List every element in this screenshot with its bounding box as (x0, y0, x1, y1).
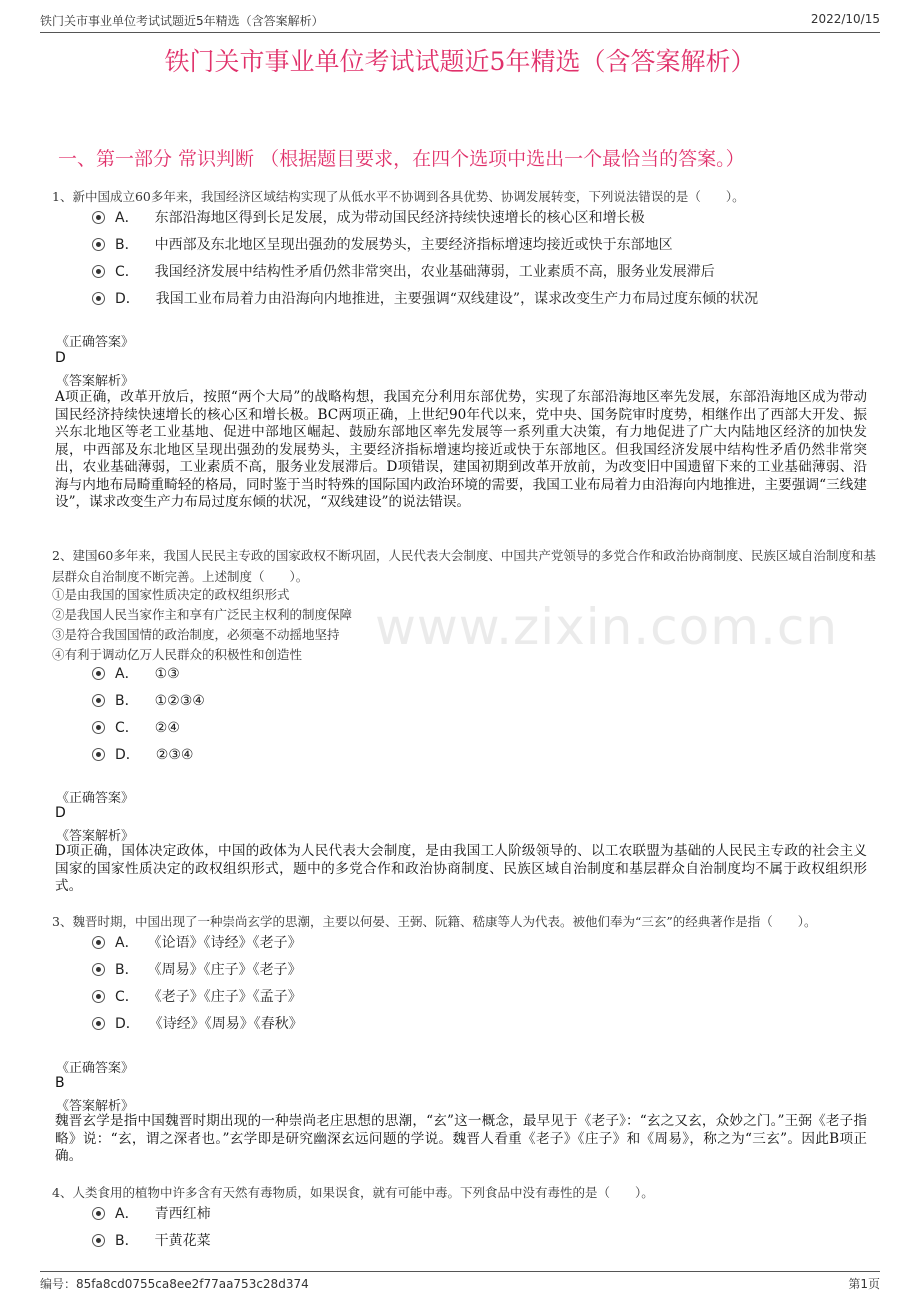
page-header (40, 12, 880, 33)
radio-icon[interactable] (92, 1234, 105, 1247)
radio-icon[interactable] (92, 265, 105, 278)
q4-option-a[interactable]: A． 青西红柿 (92, 1204, 211, 1224)
q3-option-a[interactable]: A． 《论语》《诗经》《老子》 (92, 933, 302, 953)
q1-option-d[interactable]: D． 我国工业布局着力由沿海向内地推进，主要强调“双线建设”，谋求改变生产力布局过度东倾的状况 (92, 289, 758, 309)
radio-icon[interactable] (92, 1207, 105, 1220)
q2-item: ②是我国人民当家作主和享有广泛民主权利的制度保障 (52, 607, 353, 622)
q2-option-d[interactable]: D． ②③④ (92, 745, 193, 765)
q1-answer: D (55, 350, 66, 366)
analysis-label: 《答案解析》 (56, 829, 135, 844)
q3-option-c[interactable]: C． 《老子》《庄子》《孟子》 (92, 987, 302, 1007)
q2-option-a[interactable]: A． ①③ (92, 664, 180, 684)
q2-item: ③是符合我国国情的政治制度，必须毫不动摇地坚持 (52, 627, 340, 642)
correct-answer-label: 《正确答案》 (56, 1061, 135, 1076)
radio-icon[interactable] (92, 292, 105, 305)
page-number: 第1页 (848, 1277, 880, 1291)
q1-option-c[interactable]: C． 我国经济发展中结构性矛盾仍然非常突出，农业基础薄弱，工业素质不高，服务业发展滞后 (92, 262, 715, 282)
correct-answer-label: 《正确答案》 (56, 791, 135, 806)
q3-analysis: 魏晋玄学是指中国魏晋时期出现的一种崇尚老庄思想的思潮，“玄”这一概念，最早见于《老子》：“玄之又玄，众妙之门。”王弼《老子指略》说：“玄，谓之深者也。”玄学即是研究幽深玄远问题的学说。魏晋人看重《老子》《庄子》和《周易》，称之为“三玄”。因此B项正确。 (55, 1113, 867, 1164)
radio-icon[interactable] (92, 238, 105, 251)
q2-option-c[interactable]: C． ②④ (92, 718, 180, 738)
radio-icon[interactable] (92, 667, 105, 680)
q2-item: ①是由我国的国家性质决定的政权组织形式 (52, 587, 290, 602)
radio-icon[interactable] (92, 211, 105, 224)
correct-answer-label: 《正确答案》 (56, 335, 135, 350)
radio-icon[interactable] (92, 694, 105, 707)
header-date: 2022/10/15 (810, 12, 880, 26)
q3-option-b[interactable]: B． 《周易》《庄子》《老子》 (92, 960, 302, 980)
q2-option-b[interactable]: B． ①②③④ (92, 691, 205, 711)
q1-option-a[interactable]: A． 东部沿海地区得到长足发展，成为带动国民经济持续快速增长的核心区和增长极 (92, 208, 645, 228)
q4-option-b[interactable]: B． 干黄花菜 (92, 1231, 211, 1251)
q2-answer: D (55, 805, 66, 821)
page-title: 铁门关市事业单位考试试题近5年精选（含答案解析） (164, 47, 756, 76)
radio-icon[interactable] (92, 936, 105, 949)
radio-icon[interactable] (92, 748, 105, 761)
radio-icon[interactable] (92, 990, 105, 1003)
analysis-label: 《答案解析》 (56, 1099, 135, 1114)
page-footer (40, 1271, 880, 1292)
question-2-stem: 2、建国60多年来，我国人民民主专政的国家政权不断巩固，人民代表大会制度、中国共产党领导的多党合作和政治协商制度、民族区域自治制度和基层群众自治制度不断完善。上述制度（ ）。 (52, 548, 876, 584)
q3-answer: B (55, 1075, 65, 1091)
q2-analysis: D项正确，国体决定政体，中国的政体为人民代表大会制度，是由我国工人阶级领导的、以工农联盟为基础的人民民主专政的社会主义国家的国家性质决定的政权组织形式，题中的多党合作和政治协商制度、民族区域自治制度和基层群众自治制度均不属于政权组织形式。 (55, 843, 867, 894)
radio-icon[interactable] (92, 721, 105, 734)
q1-option-b[interactable]: B． 中西部及东北地区呈现出强劲的发展势头，主要经济指标增速均接近或快于东部地区 (92, 235, 673, 255)
question-3-stem: 3、魏晋时期，中国出现了一种崇尚玄学的思潮，主要以何晏、王弼、阮籍、嵇康等人为代表。被他们奉为“三玄”的经典著作是指（ ）。 (52, 914, 817, 929)
header-doc-title: 铁门关市事业单位考试试题近5年精选（含答案解析） (40, 14, 324, 28)
q1-analysis: A项正确，改革开放后，按照“两个大局”的战略构想，我国充分利用东部优势，实现了东部沿海地区率先发展，东部沿海地区成为带动国民经济持续快速增长的核心区和增长极。BC两项正确，上世纪90年代以来，党中央、国务院审时度势，相继作出了西部大开发、振兴东北地区等老工业基地、促进中部地区崛起、鼓励东部地区率先发展等一系列重大决策，有力地促进了广大内陆地区经济的加快发展，中西部及东北地区呈现出强劲的发展势头，主要经济指标增速均接近或快于东部地区。但我国经济发展中结构性矛盾仍然非常突出，农业基础薄弱，工业素质不高，服务业发展滞后。D项错误，建国初期到改革开放前，为改变旧中国遗留下来的工业基础薄弱、沿海与内地布局畸重畸轻的格局，同时鉴于当时特殊的国际国内政治环境的需要，我国工业布局着力由沿海向内地推进，主要强调“三线建设”，谋求改变生产力布局过度东倾的状况，“双线建设”的说法错误。 (55, 389, 867, 510)
radio-icon[interactable] (92, 1017, 105, 1030)
q3-option-d[interactable]: D． 《诗经》《周易》《春秋》 (92, 1014, 303, 1034)
section-heading: 一、第一部分 常识判断 （根据题目要求，在四个选项中选出一个最恰当的答案。） (58, 148, 745, 170)
analysis-label: 《答案解析》 (56, 374, 135, 389)
document-code: 编号：85fa8cd0755ca8ee2f77aa753c28d374 (40, 1277, 309, 1291)
watermark: www.zixin.com.cn (375, 598, 839, 656)
radio-icon[interactable] (92, 963, 105, 976)
q2-item: ④有利于调动亿万人民群众的积极性和创造性 (52, 647, 303, 662)
question-1-stem: 1、新中国成立60多年来，我国经济区域结构实现了从低水平不协调到各具优势、协调发展转变，下列说法错误的是（ ）。 (52, 189, 745, 204)
question-4-stem: 4、人类食用的植物中许多含有天然有毒物质，如果误食，就有可能中毒。下列食品中没有毒性的是（ ）。 (52, 1185, 654, 1200)
